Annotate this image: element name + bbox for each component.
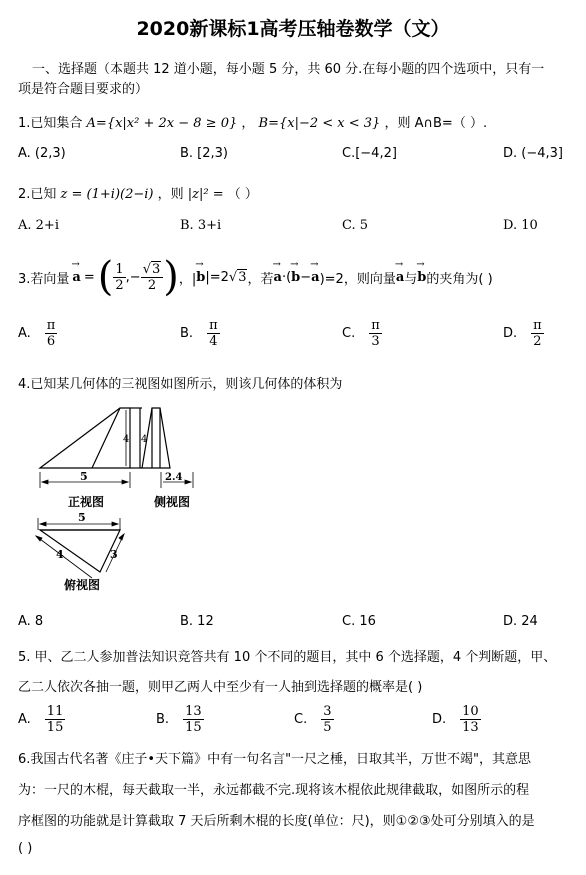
q3-option-c: C. $\frac{\pi}{3}$ (342, 318, 380, 349)
q3-mid4: ·( (281, 269, 292, 285)
q4-option-b: B. 12 (180, 614, 214, 629)
q2-option-d: D. 10 (503, 218, 538, 233)
q2-expr: z = (1+i)(2−i) (60, 187, 154, 202)
q3-frac1-den: 2 (115, 277, 124, 293)
q3-mid5: − (300, 269, 312, 285)
q3-vec-a2: → a (274, 270, 282, 285)
q2-option-a: A. 2+i (18, 218, 59, 233)
q2-option-b: B. 3+i (180, 218, 222, 233)
q3-mid1: ，| (178, 271, 197, 287)
q3-sqrt3: 3 (151, 261, 161, 277)
top-view-label: 俯视图 (64, 578, 101, 592)
dim-top-left: 4 (56, 548, 64, 561)
q3-vec-b2: → b (291, 270, 300, 285)
q6-line3: 序框图的功能就是计算截取 7 天后所剩木棍的长度(单位：尺)，则①②③处可分别填入的是 (18, 814, 535, 829)
q5-option-b: B. $\frac{13}{15}$ (156, 704, 202, 735)
q3-vec-a4: → a (396, 270, 404, 285)
q3-vec-a: → a (72, 270, 80, 285)
side-view-label: 侧视图 (154, 495, 191, 509)
q3-minus: − (129, 269, 141, 285)
front-view-label: 正视图 (68, 495, 105, 509)
q5-line2: 乙二人依次各抽一题，则甲乙两人中至少有一人抽到选择题的概率是( ) (18, 680, 423, 695)
dim-top-width: 5 (78, 511, 86, 524)
q1-option-c: C.[−4,2] (342, 146, 397, 161)
q3-eq: = (83, 269, 95, 285)
q1-prefix: 1.已知集合 (18, 116, 83, 131)
q2-mid: ，则 (157, 187, 184, 202)
q3-mid7: 与 (404, 271, 418, 287)
q4-stem: 4.已知某几何体的三视图如图所示，则该几何体的体积为 (18, 377, 343, 392)
q3-frac1-num: 1 (115, 261, 124, 277)
q2-suffix: （ ） (227, 187, 258, 202)
q3-vec-a3: → a (311, 270, 319, 285)
q3-sqrt-3b: √3 (228, 269, 247, 285)
q4-option-c: C. 16 (342, 614, 376, 629)
top-view-triangle (40, 530, 120, 572)
q2-abs: |z|² = (187, 187, 224, 202)
q3-mid3: ，若 (247, 271, 274, 287)
q3-frac2-num: √3 (141, 262, 164, 278)
q6-line1: 6.我国古代名著《庄子•天下篇》中有一句名言"一尺之棰，日取其半，万世不竭"，其意思 (18, 752, 532, 767)
dim-front-width: 5 (80, 470, 88, 483)
q2-option-c: C. 5 (342, 218, 369, 233)
q3-option-d: D. $\frac{\pi}{2}$ (503, 318, 542, 349)
q3-close-paren: ) (163, 254, 179, 300)
front-view-inner-line (92, 408, 120, 468)
dim-top-right: 3 (110, 548, 118, 561)
top-view (40, 530, 120, 572)
q3-suffix: 的夹角为( ) (426, 271, 493, 287)
q6-line2: 为：一尺的木棍，每天截取一半，永远都截不完.现将该木棍依此规律截取，如图所示的程 (18, 783, 530, 798)
q3-option-a: A. $\frac{\pi}{6}$ (18, 318, 56, 349)
top-left-dimension (36, 536, 92, 578)
section-header: 一、选择题（本题共 12 道小题，每小题 5 分，共 60 分.在每小题的四个选项中，只有一 (32, 62, 545, 77)
q3-comma: , (125, 269, 130, 285)
dim-height-2: 4 (141, 434, 148, 445)
q1-set-a: A={x|x² + 2x − 8 ≥ 0} (86, 116, 238, 131)
q1-suffix: ，则 A∩B=（ ）. (384, 116, 488, 131)
q1-set-b: B={x|−2 < x < 3} (258, 116, 381, 131)
q3-option-b: B. $\frac{\pi}{4}$ (180, 318, 218, 349)
q3-mid2: |=2 (205, 269, 229, 285)
q1-option-a: A. (2,3) (18, 146, 66, 161)
q1-stem (18, 112, 487, 131)
dim-height-1: 4 (123, 434, 130, 445)
q3-frac1 (113, 262, 125, 293)
q5-line1: 5. 甲、乙二人参加普法知识竞答共有 10 个不同的题目，其中 6 个选择题，4 个判断题，甲、 (18, 650, 557, 665)
q1-option-b: B. [2,3) (180, 146, 229, 161)
q5-option-a: A. $\frac{11}{15}$ (18, 704, 64, 735)
q3-open-paren: ( (97, 254, 114, 300)
q2-stem (18, 183, 258, 202)
q3-frac2 (141, 262, 164, 293)
front-view-outline (40, 408, 130, 468)
q5-option-d: D. $\frac{10}{13}$ (432, 704, 479, 735)
q1-option-d: D. (−4,3] (503, 146, 563, 161)
q3-vec-b: → b (196, 270, 205, 285)
q3-prefix: 3.若向量 (18, 271, 70, 287)
q3-mid6: )=2，则向量 (319, 271, 396, 287)
three-view-figure (30, 400, 210, 596)
dim-side-width: 2.4 (165, 472, 183, 483)
q1-sep: ， (241, 116, 255, 131)
q3-stem (18, 251, 493, 303)
q3-vec-b3: → b (417, 270, 426, 285)
q4-option-d: D. 24 (503, 614, 538, 629)
q6-line4: ( ) (18, 841, 33, 856)
q5-option-c: C. $\frac{3}{5}$ (294, 704, 332, 735)
q3-frac2-den: 2 (147, 277, 157, 293)
q2-prefix: 2.已知 (18, 187, 57, 202)
q4-option-a: A. 8 (18, 614, 44, 629)
page-title: 2020新课标1高考压轴卷数学（文） (136, 18, 450, 40)
section-header-cont: 项是符合题目要求的） (18, 82, 149, 97)
